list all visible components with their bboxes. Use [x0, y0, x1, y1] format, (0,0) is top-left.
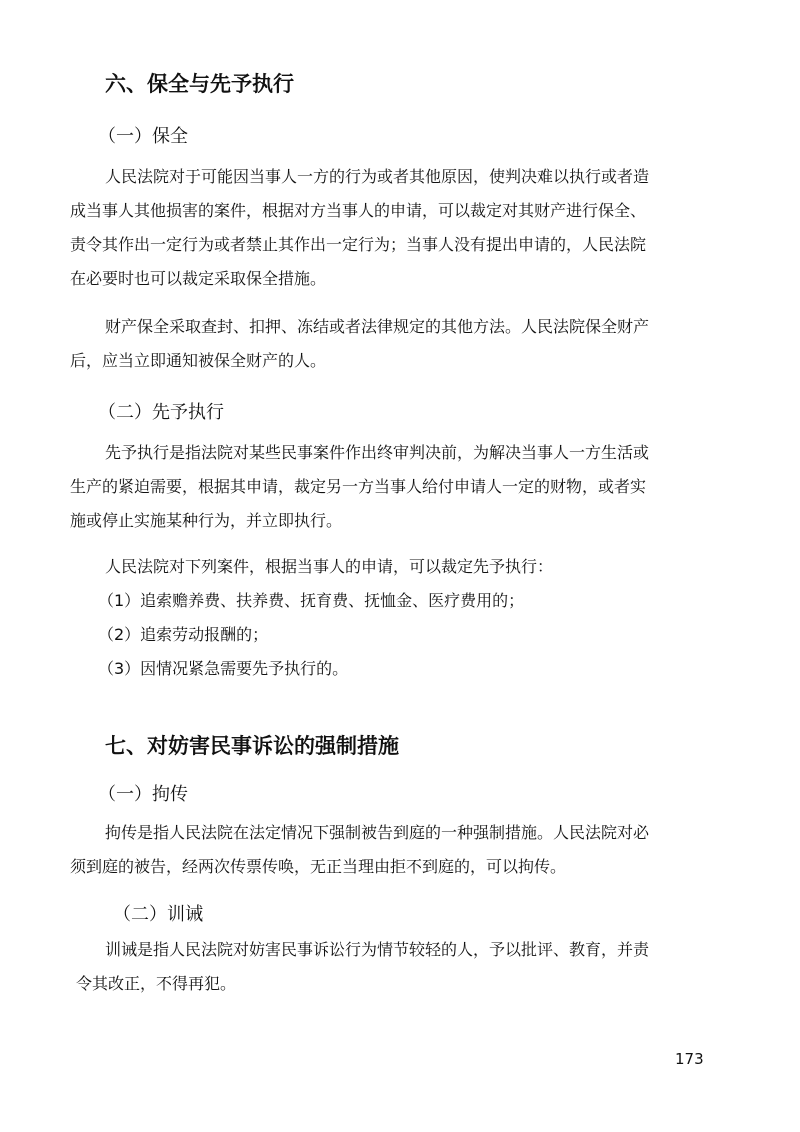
paragraph-line: 施或停止实施某种行为，并立即执行。: [70, 511, 343, 530]
page-number: 173: [675, 1050, 704, 1068]
paragraph-preservation-2-cont: [70, 344, 326, 378]
paragraph-preservation-2: [105, 310, 649, 344]
paragraph-line: 成当事人其他损害的案件，根据对方当事人的申请，可以裁定对其财产进行保全、: [70, 201, 647, 220]
paragraph-summons: [105, 816, 649, 850]
paragraph-line: 人民法院对下列案件，根据当事人的申请，可以裁定先予执行：: [105, 557, 554, 576]
list-item: （3）因情况紧急需要先予执行的。: [98, 659, 349, 678]
section-heading-6: 六、保全与先予执行: [105, 72, 294, 96]
paragraph-advance-execution-2: [105, 550, 553, 584]
paragraph-advance-execution-1-cont: [70, 470, 646, 538]
subsection-heading-reprimand: （二）训诫: [113, 904, 203, 925]
section-heading-7: 七、对妨害民事诉讼的强制措施: [105, 734, 399, 758]
subsection-heading-preservation: （一）保全: [98, 126, 188, 147]
list-advance-execution: [98, 584, 524, 686]
paragraph-line: 后，应当立即通知被保全财产的人。: [70, 351, 327, 370]
paragraph-line: 生产的紧迫需要，根据其申请，裁定另一方当事人给付申请人一定的财物，或者实: [70, 477, 647, 496]
paragraph-preservation-1: [105, 160, 649, 194]
paragraph-line: 先予执行是指法院对某些民事案件作出终审判决前，为解决当事人一方生活或: [105, 443, 650, 462]
paragraph-advance-execution-1: [105, 436, 649, 470]
paragraph-line: 责令其作出一定行为或者禁止其作出一定行为；当事人没有提出申请的，人民法院: [70, 235, 647, 254]
list-item: （2）追索劳动报酬的；: [98, 625, 269, 644]
paragraph-line: 拘传是指人民法院在法定情况下强制被告到庭的一种强制措施。人民法院对必: [105, 823, 650, 842]
paragraph-line: 财产保全采取查封、扣押、冻结或者法律规定的其他方法。人民法院保全财产: [105, 317, 650, 336]
paragraph-line: 在必要时也可以裁定采取保全措施。: [70, 269, 327, 288]
paragraph-line: 须到庭的被告，经两次传票传唤，无正当理由拒不到庭的，可以拘传。: [70, 857, 567, 876]
list-item: （1）追索赡养费、扶养费、抚育费、抚恤金、医疗费用的；: [98, 591, 525, 610]
subsection-heading-advance-execution: （二）先予执行: [98, 402, 224, 423]
paragraph-preservation-1-cont: [70, 194, 646, 296]
subsection-heading-summons: （一）拘传: [98, 784, 188, 805]
paragraph-line: 人民法院对于可能因当事人一方的行为或者其他原因，使判决难以执行或者造: [105, 167, 650, 186]
paragraph-line: 训诫是指人民法院对妨害民事诉讼行为情节较轻的人，予以批评、教育，并责: [105, 940, 650, 959]
paragraph-line: 令其改正，不得再犯。: [76, 974, 237, 993]
paragraph-reprimand-cont: [76, 967, 236, 1001]
paragraph-reprimand: [105, 933, 649, 967]
paragraph-summons-cont: [70, 850, 566, 884]
